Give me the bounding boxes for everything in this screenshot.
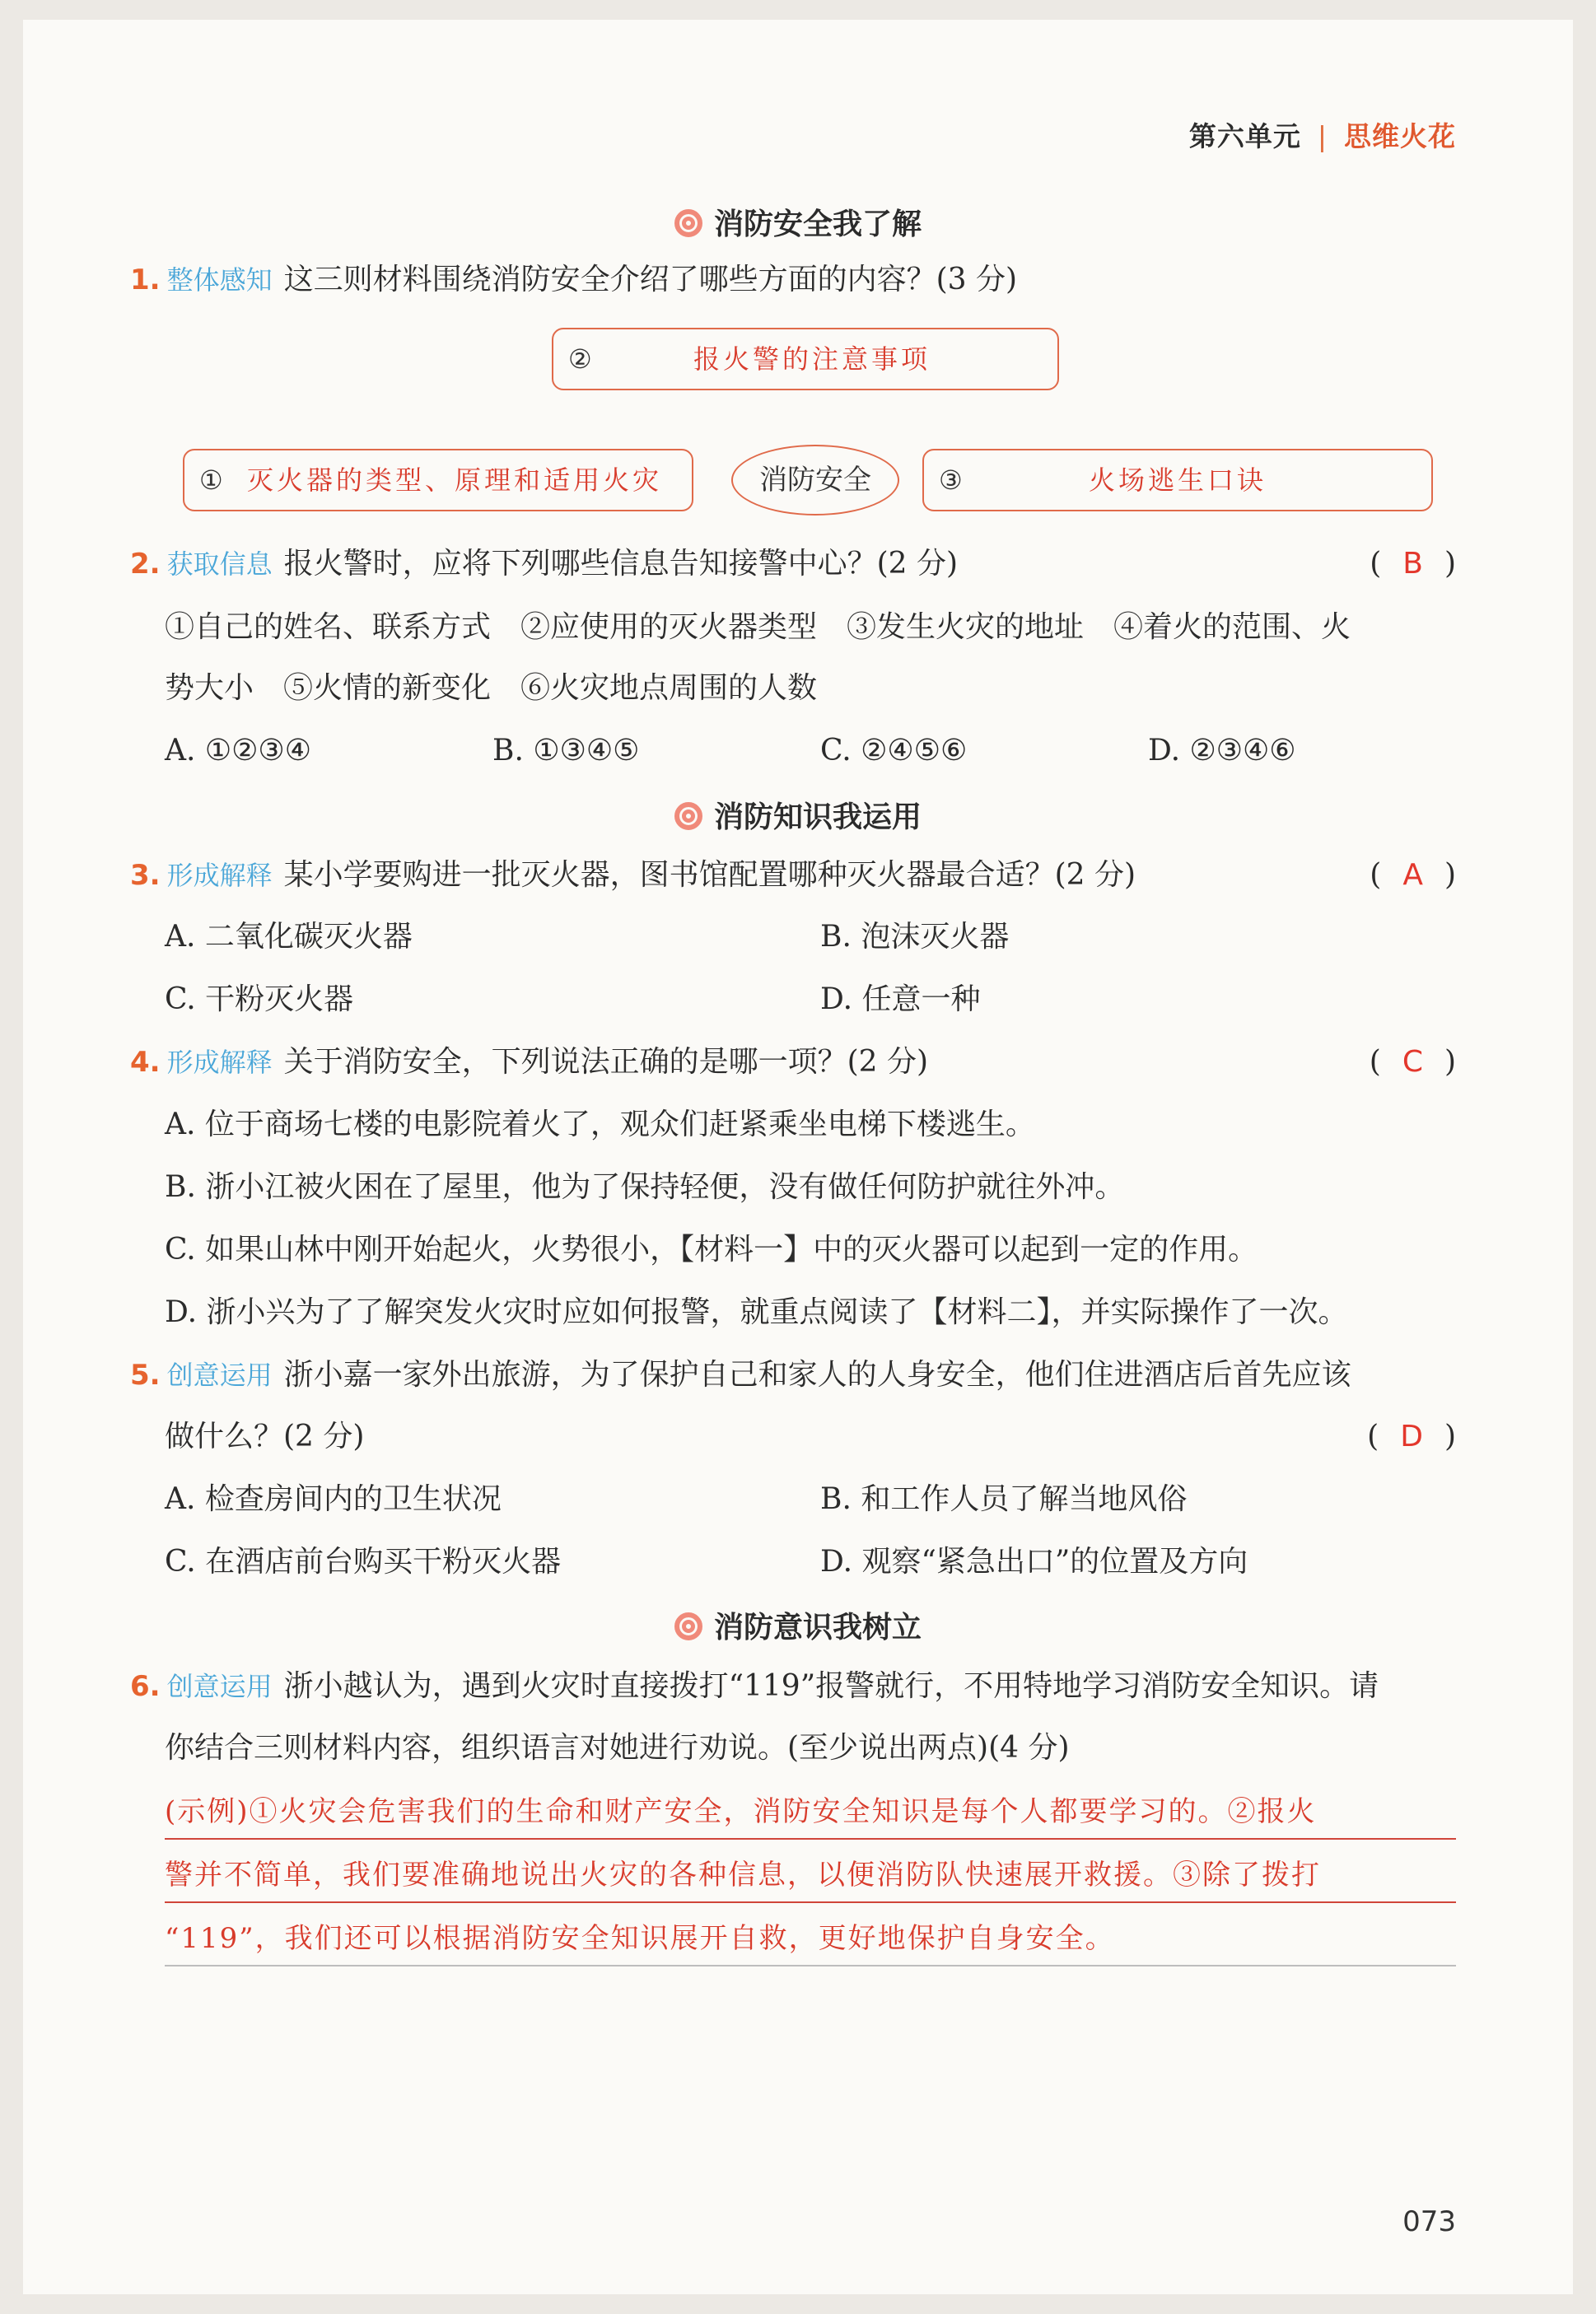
question-tag: 形成解释 [166,860,273,891]
q2-items-line-1: ①自己的姓名、联系方式 ②应使用的灭火器类型 ③发生火灾的地址 ④着火的范围、火 [165,610,1351,644]
unit-label: 第六单元 [1188,120,1301,152]
writing-rule [165,1838,1456,1840]
answer-line-2: 警并不简单，我们要准确地说出火灾的各种信息，以便消防队快速展开救援。③除了拨打 [165,1859,1321,1892]
circle-bullet-icon [674,802,702,830]
question-6: 6. 创意运用 浙小越认为，遇到火灾时直接拨打“119”报警就行，不用特地学习消防安全知识。请 [130,1669,1379,1703]
answer-letter: A [1402,858,1423,892]
option-b: B. 泡沫灭火器 [820,920,1010,954]
question-tag: 创意运用 [166,1360,273,1391]
question-5: 5. 创意运用 浙小嘉一家外出旅游，为了保护自己和家人的人身安全，他们住进酒店后首先应该 [130,1358,1351,1392]
answer-letter: C [1402,1045,1423,1079]
option-d: D. ②③④⑥ [1148,734,1296,767]
answer-box-1: ① 灭火器的类型、原理和适用火灾 [183,449,693,511]
answer-box-3: ③ 火场逃生口诀 [922,449,1433,511]
section-title-2: 消防知识我运用 [0,794,1596,836]
question-text: 报火警时，应将下列哪些信息告知接警中心？(2 分) [283,547,959,581]
question-tag: 整体感知 [166,264,273,296]
section-label: 思维火花 [1344,120,1456,152]
option-a: A. 二氧化碳灭火器 [165,920,413,954]
answer-letter: D [1400,1420,1423,1453]
center-topic-oval: 消防安全 [731,445,899,516]
circle-bullet-icon [674,209,702,237]
writing-rule [165,1965,1456,1966]
writing-rule [165,1901,1456,1903]
question-text: 这三则材料围绕消防安全介绍了哪些方面的内容？(3 分) [283,263,1018,296]
option-d: D. 浙小兴为了了解突发火灾时应如何报警，就重点阅读了【材料二】，并实际操作了一次。 [165,1295,1348,1329]
question-tag: 获取信息 [166,548,273,580]
question-1: 1. 整体感知 这三则材料围绕消防安全介绍了哪些方面的内容？(3 分) [130,263,1018,296]
page-header [1189,115,1456,154]
option-d: D. 观察“紧急出口”的位置及方向 [820,1545,1248,1579]
option-a: A. 位于商场七楼的电影院着火了，观众们赶紧乘坐电梯下楼逃生。 [165,1108,1035,1141]
option-a: A. 检查房间内的卫生状况 [165,1482,502,1516]
question-6-cont: 你结合三则材料内容，组织语言对她进行劝说。(至少说出两点)(4 分) [165,1731,1070,1765]
answer-letter: B [1402,547,1423,581]
question-tag: 创意运用 [166,1671,273,1702]
question-2: 2. 获取信息 报火警时，应将下列哪些信息告知接警中心？(2 分) [130,547,959,581]
answer-bracket-5: ( D ) [1367,1420,1456,1453]
question-3: 3. 形成解释 某小学要购进一批灭火器，图书馆配置哪种灭火器最合适？(2 分) [130,858,1136,892]
question-text: 浙小嘉一家外出旅游，为了保护自己和家人的人身安全，他们住进酒店后首先应该 [283,1358,1351,1392]
question-4: 4. 形成解释 关于消防安全，下列说法正确的是哪一项？(2 分) [130,1045,929,1079]
answer-bracket-2: ( B ) [1370,547,1456,581]
option-c: C. 在酒店前台购买干粉灭火器 [165,1545,562,1579]
answer-box-2: ② 报火警的注意事项 [552,328,1059,390]
question-text: 某小学要购进一批灭火器，图书馆配置哪种灭火器最合适？(2 分) [283,858,1136,892]
option-c: C. ②④⑤⑥ [820,734,968,767]
option-a: A. ①②③④ [165,734,311,767]
q2-items-line-2: 势大小 ⑤火情的新变化 ⑥火灾地点周围的人数 [165,671,818,705]
question-text: 浙小越认为，遇到火灾时直接拨打“119”报警就行，不用特地学习消防安全知识。请 [283,1669,1379,1703]
option-c: C. 干粉灭火器 [165,982,354,1016]
circle-bullet-icon [674,1612,702,1640]
answer-bracket-4: ( C ) [1369,1045,1456,1079]
answer-bracket-3: ( A ) [1370,858,1456,892]
option-b: B. 和工作人员了解当地风俗 [820,1482,1188,1516]
section-title-1: 消防安全我了解 [0,201,1596,243]
question-text: 关于消防安全，下列说法正确的是哪一项？(2 分) [283,1045,929,1079]
answer-line-3: “119”，我们还可以根据消防安全知识展开自救，更好地保护自身安全。 [165,1922,1115,1955]
question-tag: 形成解释 [166,1047,273,1078]
answer-line-1: (示例)①火灾会危害我们的生命和财产安全，消防安全知识是每个人都要学习的。②报火 [165,1795,1317,1828]
option-c: C. 如果山林中刚开始起火，火势很小，【材料一】中的灭火器可以起到一定的作用。 [165,1233,1258,1267]
option-b: B. ①③④⑤ [492,734,640,767]
header-separator: | [1317,120,1328,152]
question-5-cont: 做什么？(2 分) [165,1420,365,1453]
section-title-3: 消防意识我树立 [0,1604,1596,1646]
option-d: D. 任意一种 [820,982,981,1016]
option-b: B. 浙小江被火困在了屋里，他为了保持轻便，没有做任何防护就往外冲。 [165,1170,1125,1204]
page-number: 073 [1402,2205,1456,2238]
